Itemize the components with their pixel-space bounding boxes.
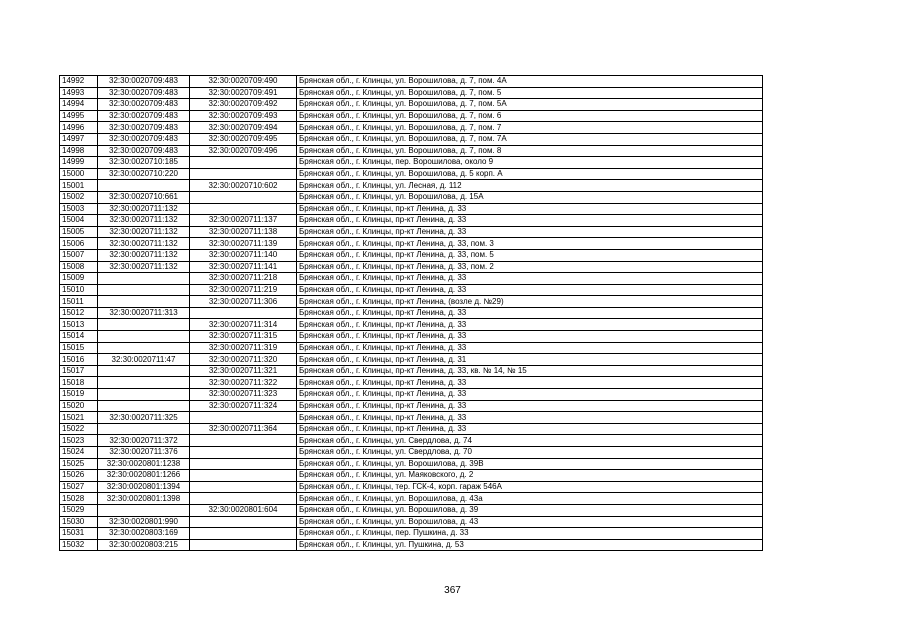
parcel-cadastral-cell: 32:30:0020711:132 <box>98 215 190 227</box>
row-number-cell: 14995 <box>60 110 98 122</box>
row-number-cell: 15007 <box>60 249 98 261</box>
parcel-cadastral-cell <box>98 319 190 331</box>
table-row <box>60 110 763 122</box>
table-row <box>60 435 763 447</box>
object-cadastral-cell <box>190 528 297 540</box>
address-cell: Брянская обл., г. Клинцы, пр-кт Ленина, д. 33 <box>297 226 763 238</box>
row-number-cell: 15024 <box>60 447 98 459</box>
parcel-cadastral-cell <box>98 365 190 377</box>
object-cadastral-cell: 32:30:0020711:218 <box>190 273 297 285</box>
row-number-cell: 15003 <box>60 203 98 215</box>
table-row <box>60 516 763 528</box>
address-cell: Брянская обл., г. Клинцы, пр-кт Ленина, д. 33 <box>297 307 763 319</box>
row-number-cell: 15019 <box>60 389 98 401</box>
row-number-cell: 14999 <box>60 157 98 169</box>
row-number-cell: 15008 <box>60 261 98 273</box>
parcel-cadastral-cell <box>98 180 190 192</box>
address-cell: Брянская обл., г. Клинцы, ул. Маяковского, д. 2 <box>297 470 763 482</box>
parcel-cadastral-cell: 32:30:0020711:132 <box>98 238 190 250</box>
object-cadastral-cell: 32:30:0020711:322 <box>190 377 297 389</box>
parcel-cadastral-cell: 32:30:0020801:1398 <box>98 493 190 505</box>
address-cell: Брянская обл., г. Клинцы, ул. Ворошилова, д. 7, пом. 5 <box>297 87 763 99</box>
address-cell: Брянская обл., г. Клинцы, пр-кт Ленина, д. 33 <box>297 215 763 227</box>
address-cell: Брянская обл., г. Клинцы, пр-кт Ленина, д. 33, пом. 5 <box>297 249 763 261</box>
table-row <box>60 481 763 493</box>
row-number-cell: 15032 <box>60 539 98 551</box>
parcel-cadastral-cell: 32:30:0020709:483 <box>98 87 190 99</box>
address-cell: Брянская обл., г. Клинцы, ул. Ворошилова, д. 7, пом. 6 <box>297 110 763 122</box>
row-number-cell: 15000 <box>60 168 98 180</box>
object-cadastral-cell: 32:30:0020709:494 <box>190 122 297 134</box>
address-cell: Брянская обл., г. Клинцы, ул. Свердлова, д. 74 <box>297 435 763 447</box>
address-cell: Брянская обл., г. Клинцы, пр-кт Ленина, д. 33 <box>297 273 763 285</box>
table-row <box>60 307 763 319</box>
address-cell: Брянская обл., г. Клинцы, пр-кт Ленина, д. 33 <box>297 203 763 215</box>
row-number-cell: 15006 <box>60 238 98 250</box>
address-cell: Брянская обл., г. Клинцы, пр-кт Ленина, д. 33 <box>297 389 763 401</box>
object-cadastral-cell <box>190 191 297 203</box>
row-number-cell: 14994 <box>60 99 98 111</box>
row-number-cell: 15017 <box>60 365 98 377</box>
row-number-cell: 15013 <box>60 319 98 331</box>
row-number-cell: 15021 <box>60 412 98 424</box>
row-number-cell: 15011 <box>60 296 98 308</box>
table-row <box>60 249 763 261</box>
table-row <box>60 447 763 459</box>
table-row <box>60 191 763 203</box>
address-cell: Брянская обл., г. Клинцы, пр-кт Ленина, д. 33, пом. 3 <box>297 238 763 250</box>
table-row <box>60 273 763 285</box>
object-cadastral-cell: 32:30:0020709:490 <box>190 76 297 88</box>
address-cell: Брянская обл., г. Клинцы, пр-кт Ленина, д. 33 <box>297 319 763 331</box>
object-cadastral-cell: 32:30:0020710:602 <box>190 180 297 192</box>
parcel-cadastral-cell <box>98 423 190 435</box>
address-cell: Брянская обл., г. Клинцы, ул. Ворошилова, д. 43а <box>297 493 763 505</box>
table-row <box>60 99 763 111</box>
table-row <box>60 203 763 215</box>
parcel-cadastral-cell: 32:30:0020709:483 <box>98 76 190 88</box>
object-cadastral-cell <box>190 539 297 551</box>
address-cell: Брянская обл., г. Клинцы, тер. ГСК-4, корп. гараж 546А <box>297 481 763 493</box>
parcel-cadastral-cell: 32:30:0020709:483 <box>98 99 190 111</box>
address-cell: Брянская обл., г. Клинцы, пр-кт Ленина, (возле д. №29) <box>297 296 763 308</box>
object-cadastral-cell: 32:30:0020711:138 <box>190 226 297 238</box>
address-cell: Брянская обл., г. Клинцы, ул. Ворошилова, д. 7, пом. 4А <box>297 76 763 88</box>
table-row <box>60 261 763 273</box>
row-number-cell: 15030 <box>60 516 98 528</box>
cadastral-table-body <box>60 76 763 551</box>
object-cadastral-cell: 32:30:0020801:604 <box>190 504 297 516</box>
object-cadastral-cell <box>190 516 297 528</box>
table-row <box>60 87 763 99</box>
table-row <box>60 76 763 88</box>
table-row <box>60 528 763 540</box>
address-cell: Брянская обл., г. Клинцы, пр-кт Ленина, д. 33 <box>297 377 763 389</box>
address-cell: Брянская обл., г. Клинцы, ул. Ворошилова, д. 15А <box>297 191 763 203</box>
parcel-cadastral-cell: 32:30:0020711:313 <box>98 307 190 319</box>
parcel-cadastral-cell: 32:30:0020711:132 <box>98 249 190 261</box>
table-row <box>60 331 763 343</box>
table-row <box>60 365 763 377</box>
object-cadastral-cell: 32:30:0020711:306 <box>190 296 297 308</box>
table-row <box>60 145 763 157</box>
object-cadastral-cell: 32:30:0020709:496 <box>190 145 297 157</box>
address-cell: Брянская обл., г. Клинцы, пр-кт Ленина, д. 33 <box>297 423 763 435</box>
parcel-cadastral-cell: 32:30:0020711:376 <box>98 447 190 459</box>
object-cadastral-cell <box>190 481 297 493</box>
address-cell: Брянская обл., г. Клинцы, пр-кт Ленина, д. 33 <box>297 400 763 412</box>
parcel-cadastral-cell <box>98 389 190 401</box>
parcel-cadastral-cell: 32:30:0020711:132 <box>98 203 190 215</box>
parcel-cadastral-cell <box>98 342 190 354</box>
table-row <box>60 133 763 145</box>
parcel-cadastral-cell: 32:30:0020711:47 <box>98 354 190 366</box>
row-number-cell: 14992 <box>60 76 98 88</box>
parcel-cadastral-cell <box>98 273 190 285</box>
object-cadastral-cell: 32:30:0020711:314 <box>190 319 297 331</box>
parcel-cadastral-cell <box>98 377 190 389</box>
row-number-cell: 15015 <box>60 342 98 354</box>
row-number-cell: 15018 <box>60 377 98 389</box>
row-number-cell: 15016 <box>60 354 98 366</box>
object-cadastral-cell <box>190 157 297 169</box>
table-row <box>60 215 763 227</box>
object-cadastral-cell: 32:30:0020709:492 <box>190 99 297 111</box>
object-cadastral-cell: 32:30:0020711:140 <box>190 249 297 261</box>
row-number-cell: 15027 <box>60 481 98 493</box>
object-cadastral-cell: 32:30:0020711:319 <box>190 342 297 354</box>
object-cadastral-cell: 32:30:0020711:137 <box>190 215 297 227</box>
table-row <box>60 168 763 180</box>
row-number-cell: 15023 <box>60 435 98 447</box>
row-number-cell: 15020 <box>60 400 98 412</box>
row-number-cell: 15022 <box>60 423 98 435</box>
table-row <box>60 342 763 354</box>
table-row <box>60 238 763 250</box>
parcel-cadastral-cell: 32:30:0020801:990 <box>98 516 190 528</box>
row-number-cell: 15014 <box>60 331 98 343</box>
row-number-cell: 15009 <box>60 273 98 285</box>
object-cadastral-cell: 32:30:0020711:320 <box>190 354 297 366</box>
object-cadastral-cell: 32:30:0020711:321 <box>190 365 297 377</box>
object-cadastral-cell <box>190 412 297 424</box>
address-cell: Брянская обл., г. Клинцы, ул. Ворошилова, д. 5 корп. А <box>297 168 763 180</box>
address-cell: Брянская обл., г. Клинцы, пр-кт Ленина, д. 33 <box>297 412 763 424</box>
address-cell: Брянская обл., г. Клинцы, пр-кт Ленина, д. 31 <box>297 354 763 366</box>
object-cadastral-cell: 32:30:0020711:324 <box>190 400 297 412</box>
address-cell: Брянская обл., г. Клинцы, ул. Ворошилова, д. 7, пом. 7А <box>297 133 763 145</box>
object-cadastral-cell <box>190 493 297 505</box>
table-row <box>60 400 763 412</box>
address-cell: Брянская обл., г. Клинцы, ул. Пушкина, д. 53 <box>297 539 763 551</box>
parcel-cadastral-cell <box>98 296 190 308</box>
cadastral-table <box>59 75 763 551</box>
address-cell: Брянская обл., г. Клинцы, пр-кт Ленина, д. 33 <box>297 331 763 343</box>
table-row <box>60 226 763 238</box>
object-cadastral-cell: 32:30:0020711:141 <box>190 261 297 273</box>
object-cadastral-cell <box>190 435 297 447</box>
parcel-cadastral-cell: 32:30:0020711:132 <box>98 261 190 273</box>
parcel-cadastral-cell: 32:30:0020711:325 <box>98 412 190 424</box>
object-cadastral-cell: 32:30:0020711:219 <box>190 284 297 296</box>
table-row <box>60 458 763 470</box>
address-cell: Брянская обл., г. Клинцы, пер. Ворошилова, около 9 <box>297 157 763 169</box>
row-number-cell: 15031 <box>60 528 98 540</box>
parcel-cadastral-cell: 32:30:0020801:1394 <box>98 481 190 493</box>
address-cell: Брянская обл., г. Клинцы, ул. Лесная, д. 112 <box>297 180 763 192</box>
row-number-cell: 15004 <box>60 215 98 227</box>
object-cadastral-cell: 32:30:0020709:493 <box>190 110 297 122</box>
parcel-cadastral-cell: 32:30:0020709:483 <box>98 110 190 122</box>
row-number-cell: 14997 <box>60 133 98 145</box>
parcel-cadastral-cell <box>98 331 190 343</box>
parcel-cadastral-cell: 32:30:0020709:483 <box>98 133 190 145</box>
table-row <box>60 493 763 505</box>
object-cadastral-cell <box>190 168 297 180</box>
parcel-cadastral-cell <box>98 284 190 296</box>
table-row <box>60 296 763 308</box>
table-row <box>60 284 763 296</box>
address-cell: Брянская обл., г. Клинцы, ул. Ворошилова, д. 43 <box>297 516 763 528</box>
object-cadastral-cell: 32:30:0020711:139 <box>190 238 297 250</box>
object-cadastral-cell: 32:30:0020711:364 <box>190 423 297 435</box>
table-row <box>60 539 763 551</box>
parcel-cadastral-cell: 32:30:0020801:1238 <box>98 458 190 470</box>
object-cadastral-cell <box>190 447 297 459</box>
row-number-cell: 15028 <box>60 493 98 505</box>
address-cell: Брянская обл., г. Клинцы, пер. Пушкина, д. 33 <box>297 528 763 540</box>
object-cadastral-cell: 32:30:0020709:495 <box>190 133 297 145</box>
table-row <box>60 412 763 424</box>
row-number-cell: 14996 <box>60 122 98 134</box>
parcel-cadastral-cell: 32:30:0020709:483 <box>98 145 190 157</box>
parcel-cadastral-cell: 32:30:0020710:220 <box>98 168 190 180</box>
row-number-cell: 15025 <box>60 458 98 470</box>
object-cadastral-cell: 32:30:0020711:323 <box>190 389 297 401</box>
row-number-cell: 14993 <box>60 87 98 99</box>
table-row <box>60 180 763 192</box>
address-cell: Брянская обл., г. Клинцы, пр-кт Ленина, д. 33, пом. 2 <box>297 261 763 273</box>
parcel-cadastral-cell: 32:30:0020801:1266 <box>98 470 190 482</box>
parcel-cadastral-cell <box>98 504 190 516</box>
row-number-cell: 14998 <box>60 145 98 157</box>
address-cell: Брянская обл., г. Клинцы, пр-кт Ленина, д. 33, кв. № 14, № 15 <box>297 365 763 377</box>
parcel-cadastral-cell: 32:30:0020710:185 <box>98 157 190 169</box>
table-row <box>60 377 763 389</box>
row-number-cell: 15029 <box>60 504 98 516</box>
address-cell: Брянская обл., г. Клинцы, пр-кт Ленина, д. 33 <box>297 342 763 354</box>
row-number-cell: 15005 <box>60 226 98 238</box>
row-number-cell: 15001 <box>60 180 98 192</box>
row-number-cell: 15002 <box>60 191 98 203</box>
parcel-cadastral-cell: 32:30:0020711:372 <box>98 435 190 447</box>
parcel-cadastral-cell: 32:30:0020803:215 <box>98 539 190 551</box>
row-number-cell: 15010 <box>60 284 98 296</box>
object-cadastral-cell: 32:30:0020709:491 <box>190 87 297 99</box>
table-row <box>60 504 763 516</box>
table-row <box>60 157 763 169</box>
table-row <box>60 122 763 134</box>
object-cadastral-cell <box>190 307 297 319</box>
object-cadastral-cell: 32:30:0020711:315 <box>190 331 297 343</box>
table-row <box>60 319 763 331</box>
address-cell: Брянская обл., г. Клинцы, пр-кт Ленина, д. 33 <box>297 284 763 296</box>
address-cell: Брянская обл., г. Клинцы, ул. Ворошилова, д. 7, пом. 7 <box>297 122 763 134</box>
table-row <box>60 389 763 401</box>
object-cadastral-cell <box>190 203 297 215</box>
parcel-cadastral-cell <box>98 400 190 412</box>
address-cell: Брянская обл., г. Клинцы, ул. Ворошилова, д. 39В <box>297 458 763 470</box>
address-cell: Брянская обл., г. Клинцы, ул. Ворошилова, д. 7, пом. 5А <box>297 99 763 111</box>
row-number-cell: 15026 <box>60 470 98 482</box>
row-number-cell: 15012 <box>60 307 98 319</box>
table-row <box>60 354 763 366</box>
table-row <box>60 470 763 482</box>
parcel-cadastral-cell: 32:30:0020803:169 <box>98 528 190 540</box>
address-cell: Брянская обл., г. Клинцы, ул. Ворошилова, д. 39 <box>297 504 763 516</box>
parcel-cadastral-cell: 32:30:0020710:661 <box>98 191 190 203</box>
page-number: 367 <box>444 585 461 596</box>
table-row <box>60 423 763 435</box>
parcel-cadastral-cell: 32:30:0020711:132 <box>98 226 190 238</box>
object-cadastral-cell <box>190 470 297 482</box>
object-cadastral-cell <box>190 458 297 470</box>
parcel-cadastral-cell: 32:30:0020709:483 <box>98 122 190 134</box>
address-cell: Брянская обл., г. Клинцы, ул. Ворошилова, д. 7, пом. 8 <box>297 145 763 157</box>
address-cell: Брянская обл., г. Клинцы, ул. Свердлова, д. 70 <box>297 447 763 459</box>
